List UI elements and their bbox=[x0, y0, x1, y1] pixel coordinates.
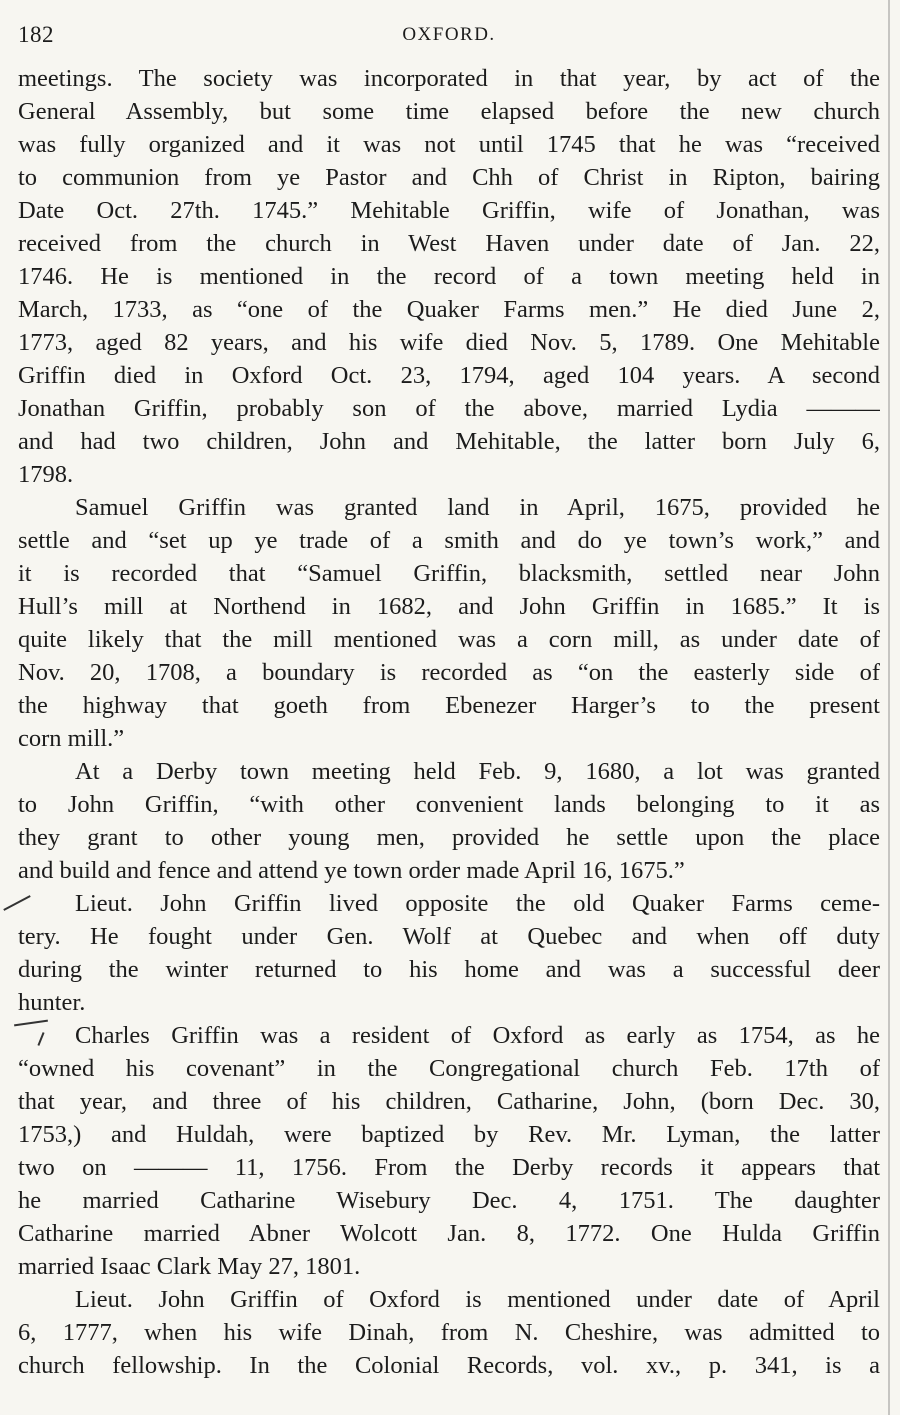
page-header bbox=[18, 22, 880, 56]
text-line: “owned his covenant” in the Congregational church Feb. 17th of bbox=[18, 1055, 880, 1082]
scan-edge-line bbox=[888, 0, 890, 1415]
text-line: 6, 1777, when his wife Dinah, from N. Cheshire, was admitted to bbox=[18, 1319, 880, 1346]
text-line: that year, and three of his children, Catharine, John, (born Dec. 30, bbox=[18, 1088, 880, 1115]
text-line: Nov. 20, 1708, a boundary is recorded as “on the easterly side of bbox=[18, 659, 880, 686]
text-line: 1773, aged 82 years, and his wife died Nov. 5, 1789. One Mehitable bbox=[18, 329, 880, 356]
text-line: to John Griffin, “with other convenient lands belonging to it as bbox=[18, 791, 880, 818]
text-line: Hull’s mill at Northend in 1682, and John Griffin in 1685.” It is bbox=[18, 593, 880, 620]
text-line: Date Oct. 27th. 1745.” Mehitable Griffin, wife of Jonathan, was bbox=[18, 197, 880, 224]
running-head: OXFORD. bbox=[402, 24, 496, 45]
text-line: and build and fence and attend ye town order made April 16, 1675.” bbox=[18, 857, 685, 884]
text-line: the highway that goeth from Ebenezer Harger’s to the present bbox=[18, 692, 880, 719]
text-line: Charles Griffin was a resident of Oxford as early as 1754, as he bbox=[75, 1022, 880, 1049]
text-line: 1746. He is mentioned in the record of a town meeting held in bbox=[18, 263, 880, 290]
text-line: 1753,) and Huldah, were baptized by Rev. Mr. Lyman, the latter bbox=[18, 1121, 880, 1148]
text-line: 1798. bbox=[18, 461, 74, 488]
text-line: church fellowship. In the Colonial Records, vol. xv., p. 341, is a bbox=[18, 1352, 880, 1379]
text-line: tery. He fought under Gen. Wolf at Quebec and when off duty bbox=[18, 923, 880, 950]
text-line: March, 1733, as “one of the Quaker Farms men.” He died June 2, bbox=[18, 296, 880, 323]
text-line: was fully organized and it was not until 1745 that he was “received bbox=[18, 131, 880, 158]
body-text bbox=[18, 62, 880, 1382]
text-line: it is recorded that “Samuel Griffin, blacksmith, settled near John bbox=[18, 560, 880, 587]
text-line: Samuel Griffin was granted land in April, 1675, provided he bbox=[75, 494, 880, 521]
text-line: General Assembly, but some time elapsed before the new church bbox=[18, 98, 880, 125]
text-line: meetings. The society was incorporated in that year, by act of the bbox=[18, 65, 880, 92]
text-line: Catharine married Abner Wolcott Jan. 8, 1772. One Hulda Griffin bbox=[18, 1220, 880, 1247]
text-line: married Isaac Clark May 27, 1801. bbox=[18, 1253, 361, 1280]
text-line: two on ——— 11, 1756. From the Derby records it appears that bbox=[18, 1154, 880, 1181]
text-line: received from the church in West Haven under date of Jan. 22, bbox=[18, 230, 880, 257]
text-line: corn mill.” bbox=[18, 725, 125, 752]
text-line: At a Derby town meeting held Feb. 9, 1680, a lot was granted bbox=[75, 758, 880, 785]
text-line: Lieut. John Griffin of Oxford is mentioned under date of April bbox=[75, 1286, 880, 1313]
text-line: and had two children, John and Mehitable, the latter born July 6, bbox=[18, 428, 880, 455]
text-line: to communion from ye Pastor and Chh of Christ in Ripton, bairing bbox=[18, 164, 880, 191]
text-line: hunter. bbox=[18, 989, 86, 1016]
text-line: quite likely that the mill mentioned was a corn mill, as under date of bbox=[18, 626, 880, 653]
page-number: 182 bbox=[18, 22, 54, 47]
text-line: Griffin died in Oxford Oct. 23, 1794, aged 104 years. A second bbox=[18, 362, 880, 389]
text-line: during the winter returned to his home and was a successful deer bbox=[18, 956, 880, 983]
text-line: they grant to other young men, provided he settle upon the place bbox=[18, 824, 880, 851]
text-line: Lieut. John Griffin lived opposite the old Quaker Farms ceme- bbox=[75, 890, 880, 917]
text-line: he married Catharine Wisebury Dec. 4, 1751. The daughter bbox=[18, 1187, 880, 1214]
text-line: Jonathan Griffin, probably son of the above, married Lydia ——— bbox=[18, 395, 880, 422]
text-line: settle and “set up ye trade of a smith and do ye town’s work,” and bbox=[18, 527, 880, 554]
